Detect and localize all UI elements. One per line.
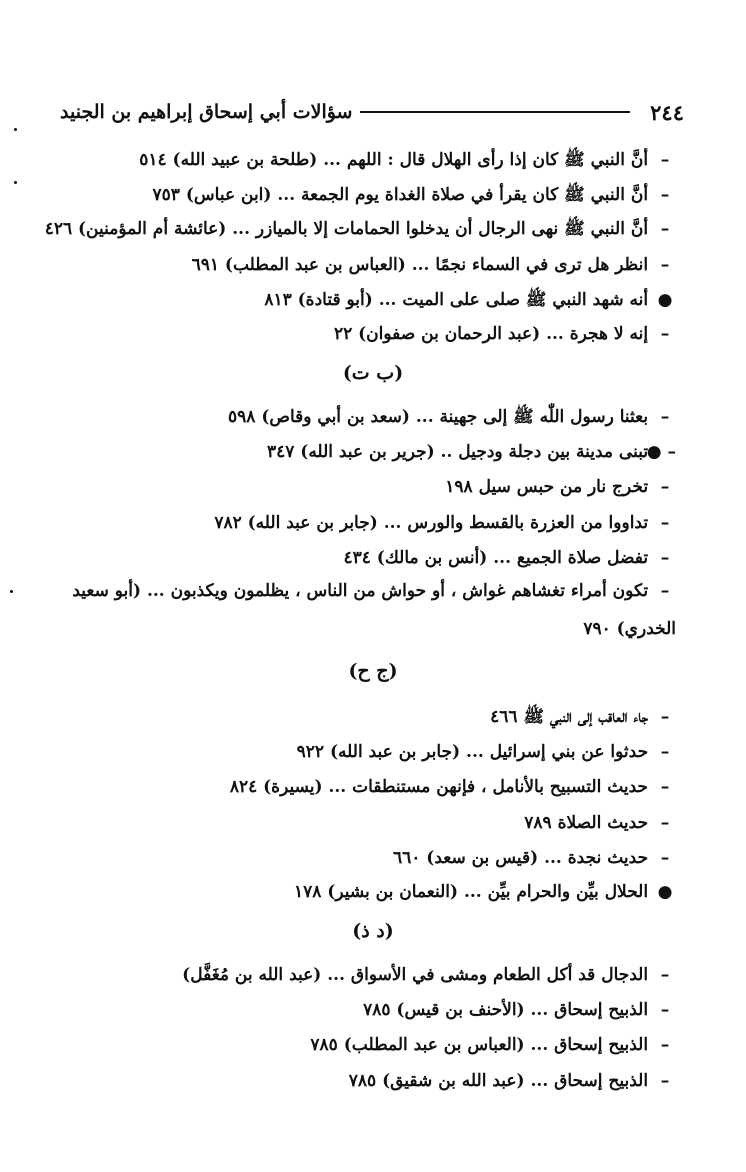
entry-text: انظر هل ترى في السماء نجمًا ... (العباس بن عبد المطلب) ٦٩١ bbox=[191, 255, 649, 275]
scan-speck bbox=[14, 181, 17, 184]
index-entry bbox=[51, 1066, 676, 1096]
index-entry bbox=[51, 572, 676, 648]
section-heading: (ب ت) bbox=[342, 362, 404, 384]
book-title: سؤالات أبي إسحاق إبراهيم بن الجنيد bbox=[60, 101, 353, 123]
entry-text: أنَّ النبي ﷺ نهى الرجال أن يدخلوا الحمامات إلا بالميازر ... (عائشة أم المؤمنين) ٤٢٦ bbox=[44, 219, 649, 239]
index-entry bbox=[51, 960, 676, 990]
entry-marker: – bbox=[660, 255, 670, 275]
page-header bbox=[60, 96, 684, 128]
entry-text: جاء العاقب إلى النبي ﷺ ٤٦٦ bbox=[490, 707, 649, 727]
index-entry bbox=[51, 402, 676, 432]
entry-marker: – bbox=[660, 548, 670, 568]
index-entry bbox=[51, 772, 676, 802]
entry-marker: – bbox=[660, 1071, 670, 1091]
index-entry bbox=[51, 808, 676, 838]
section-heading: (د ذ) bbox=[352, 920, 394, 942]
entry-marker: ● bbox=[657, 290, 673, 310]
entry-marker: – bbox=[660, 965, 670, 985]
entry-marker: – ● bbox=[646, 442, 676, 462]
entry-text: حديث نجدة ... (قيس بن سعد) ٦٦٠ bbox=[392, 848, 649, 868]
entry-marker: – bbox=[660, 813, 670, 833]
entry-text: الذبيح إسحاق ... (عبد الله بن شقيق) ٧٨٥ bbox=[348, 1071, 649, 1091]
entry-text: حديث التسبيح بالأنامل ، فإنهن مستنطقات ... (يسيرة) ٨٢٤ bbox=[229, 777, 649, 797]
index-entry bbox=[51, 702, 676, 732]
entry-marker: – bbox=[660, 324, 670, 344]
header-rule bbox=[360, 111, 630, 113]
entry-marker: – bbox=[660, 742, 670, 762]
index-entry bbox=[51, 472, 676, 502]
section-heading: (ج ح) bbox=[348, 660, 398, 682]
entry-marker: – bbox=[660, 1035, 670, 1055]
entry-text: أنَّ النبي ﷺ كان يقرأ في صلاة الغداة يوم الجمعة ... (ابن عباس) ٧٥٣ bbox=[152, 185, 649, 205]
entry-marker: – bbox=[660, 513, 670, 533]
index-entry bbox=[51, 437, 676, 467]
entry-text: الدجال قد أكل الطعام ومشى في الأسواق ... (عبد الله بن مُغَفَّل) bbox=[182, 965, 649, 985]
entry-text: تفضل صلاة الجميع ... (أنس بن مالك) ٤٣٤ bbox=[343, 548, 649, 568]
index-entry bbox=[51, 737, 676, 767]
scan-speck bbox=[14, 128, 17, 131]
index-entry bbox=[51, 145, 676, 175]
index-entry bbox=[51, 285, 676, 315]
index-entry bbox=[51, 995, 676, 1025]
entry-text: بعثنا رسول اللّٰه ﷺ إلى جهينة ... (سعد بن أبي وقاص) ٥٩٨ bbox=[228, 407, 649, 427]
scan-speck bbox=[10, 590, 13, 593]
entry-text: تبنى مدينة بين دجلة ودجيل .. (جرير بن عبد الله) ٣٤٧ bbox=[266, 442, 649, 462]
index-entry bbox=[51, 250, 676, 280]
entry-marker: – bbox=[660, 777, 670, 797]
entry-text: تكون أمراء تغشاهم غواش ، أو حواش من الناس ، يظلمون ويكذبون ... (أبو سعيد الخدري) ٧٩٠ bbox=[72, 581, 676, 639]
entry-marker: – bbox=[660, 407, 670, 427]
entry-marker: – bbox=[660, 1000, 670, 1020]
index-entry bbox=[51, 843, 676, 873]
entry-text: الذبيح إسحاق ... (الأحنف بن قيس) ٧٨٥ bbox=[363, 1000, 649, 1020]
entry-text: تخرج نار من حبس سيل ١٩٨ bbox=[445, 477, 649, 497]
entry-marker: – bbox=[660, 185, 670, 205]
entry-text: حدثوا عن بني إسرائيل ... (جابر بن عبد الله) ٩٢٢ bbox=[296, 742, 649, 762]
index-entry bbox=[51, 543, 676, 573]
entry-text: الذبيح إسحاق ... (العباس بن عبد المطلب) ٧٨٥ bbox=[310, 1035, 649, 1055]
index-entry bbox=[51, 180, 676, 210]
index-entry bbox=[44, 214, 676, 244]
entry-marker: – bbox=[660, 477, 670, 497]
index-entry bbox=[51, 508, 676, 538]
entry-marker: ● bbox=[657, 882, 673, 902]
entry-text: أنه شهد النبي ﷺ صلى على الميت ... (أبو قتادة) ٨١٣ bbox=[264, 290, 649, 310]
entry-marker: – bbox=[660, 581, 670, 601]
index-entry bbox=[51, 877, 676, 907]
entry-text: حديث الصلاة ٧٨٩ bbox=[524, 813, 649, 833]
entry-text: الحلال بيِّن والحرام بيِّن ... (النعمان بن بشير) ١٧٨ bbox=[293, 882, 649, 902]
entry-text: أنَّ النبي ﷺ كان إذا رأى الهلال قال : اللهم ... (طلحة بن عبيد الله) ٥١٤ bbox=[139, 150, 649, 170]
entry-marker: – bbox=[660, 707, 670, 727]
entry-marker: – bbox=[660, 219, 670, 239]
entry-text: إنه لا هجرة ... (عبد الرحمان بن صفوان) ٢٢ bbox=[333, 324, 649, 344]
entry-marker: – bbox=[660, 150, 670, 170]
page-number: ٢٤٤ bbox=[650, 99, 684, 125]
index-entry bbox=[51, 1030, 676, 1060]
entry-marker: – bbox=[660, 848, 670, 868]
index-entry bbox=[51, 319, 676, 349]
entry-text: تداووا من العزرة بالقسط والورس ... (جابر بن عبد الله) ٧٨٢ bbox=[214, 513, 649, 533]
